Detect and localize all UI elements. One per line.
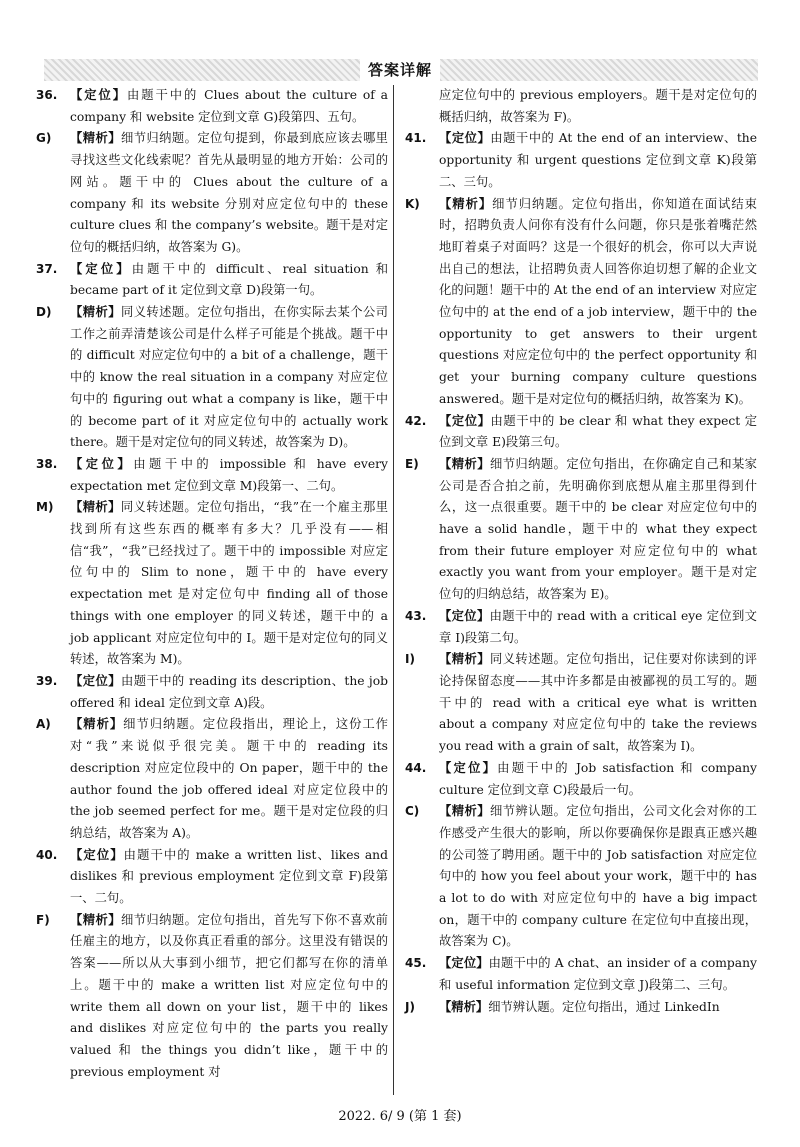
entry-tag: 【定位】 bbox=[70, 673, 121, 688]
answer-entry bbox=[405, 411, 757, 454]
entry-text: 同义转述题。定位句指出，记住要对你读到的评论持保留态度——其中许多都是由被鄙视的员工写的。题干中的 read with a critical eye what is written about a company 对应定位句中的 take the reviews you read with a grain of salt，故答案为 I)。 bbox=[439, 652, 757, 754]
entry-body bbox=[70, 845, 388, 910]
entry-tag: 【精析】 bbox=[439, 196, 493, 211]
entry-body bbox=[70, 85, 388, 128]
entry-text: 由题干中的 read with a critical eye 定位到文章 I)段第二句。 bbox=[439, 608, 757, 645]
answer-entry bbox=[36, 128, 388, 258]
answer-entry bbox=[405, 801, 757, 953]
entry-tag: 【精析】 bbox=[439, 999, 489, 1014]
entry-tag: 【精析】 bbox=[70, 131, 121, 146]
answer-entry bbox=[36, 497, 388, 671]
entry-text: 细节辨认题。定位句指出，通过 LinkedIn bbox=[488, 999, 720, 1014]
entry-text: 应定位句中的 previous employers。题干是对定位句的概括归纳，故答案为 F)。 bbox=[439, 88, 757, 124]
entry-text: 细节归纳题。定位句指出，你知道在面试结束时，招聘负责人问你有没有什么问题，你只是张着嘴茫然地盯着桌子对面吗？这是一个很好的机会，你可以大声说出自己的想法，让招聘负责人回答你迫切想了解的企业文化的问题！题干中的 At the end of an interview 对应定位句中的 at the end of a job interview，题干中的 the opportunity to get answers to their urgent questions 对应定位句中的 the perfect opportunity 和 get your burning company culture questions answered。题干是对定位句的概括归纳，故答案为 K)。 bbox=[439, 196, 757, 406]
entry-tag: 【定位】 bbox=[439, 760, 498, 775]
entry-text: 由题干中的 make a written list、likes and dislikes 和 previous employment 定位到文章 F)段第一、二句。 bbox=[70, 847, 388, 906]
entry-tag: 【定位】 bbox=[70, 847, 124, 862]
entry-body bbox=[439, 953, 757, 996]
right-column bbox=[405, 85, 757, 1018]
entry-text: 同义转述题。定位句指出，“我”在一个雇主那里找到所有这些东西的概率有多大？几乎没有——相信“我”，“我”已经找过了。题干中的 impossible 对应定位句中的 Slim to none，题干中的 have every expectation met 是对定位句中 finding all of those things with one employer 的同义转述，题干中的 a job applicant 对应定位句中的 I。题干是对定位句的同义转述，故答案为 M)。 bbox=[70, 500, 388, 667]
entry-text: 由题干中的 be clear 和 what they expect 定位到文章 E)段第三句。 bbox=[439, 413, 757, 450]
entry-body bbox=[439, 411, 757, 454]
entry-label: D) bbox=[36, 305, 52, 320]
entry-label: 39. bbox=[36, 673, 58, 688]
entry-label: 40. bbox=[36, 847, 58, 862]
entry-label: 37. bbox=[36, 261, 58, 276]
entry-tag: 【精析】 bbox=[70, 305, 121, 320]
entry-text: 细节归纳题。定位句指出，在你确定自己和某家公司是否合拍之前，先明确你到底想从雇主那里得到什么，这一点很重要。题干中的 be clear 对应定位句中的 have a solid handle，题干中的 what they expect from their future employer 对应定位句中的 what exactly you want from your employer。题干是对定位句的归纳总结，故答案为 E)。 bbox=[439, 456, 757, 602]
entry-label: 36. bbox=[36, 88, 58, 102]
entry-label: C) bbox=[405, 804, 420, 819]
entry-body bbox=[439, 454, 757, 606]
answer-entry bbox=[405, 606, 757, 649]
answer-entry bbox=[405, 997, 757, 1019]
entry-tag: 【精析】 bbox=[70, 500, 121, 515]
entry-body bbox=[70, 302, 388, 454]
entry-body bbox=[70, 910, 388, 1084]
entry-label: A) bbox=[36, 717, 51, 732]
entry-tag: 【精析】 bbox=[439, 456, 490, 471]
answer-entry bbox=[405, 758, 757, 801]
entry-text: 由题干中的 difficult、real situation 和 became part of it 定位到文章 D)段第一句。 bbox=[70, 261, 388, 298]
entry-text: 细节辨认题。定位句指出，公司文化会对你的工作感受产生很大的影响，所以你要确保你是跟真正感兴趣的公司签了聘用函。题干中的 Job satisfaction 对应定位句中的 how you feel about your work，题干中的 has a lot to do with 对应定位句中的 have a big impact on，题干中的 company culture 在定位句中直接出现，故答案为 C)。 bbox=[439, 804, 757, 949]
entry-tag: 【定位】 bbox=[439, 956, 489, 971]
entry-text: 同义转述题。定位句指出，在你实际去某个公司工作之前弄清楚该公司是什么样子可能是个挑战。题干中的 difficult 对应定位句中的 a bit of a challenge，题干中的 know the real situation in a company 对应定位句中的 figuring out what a company is like，题干中的 become part of it 对应定位句中的 actually work there。题干是对定位句的同义转述，故答案为 D)。 bbox=[70, 305, 388, 450]
entry-tag: 【定位】 bbox=[70, 261, 132, 276]
entry-body bbox=[70, 714, 388, 844]
column-divider bbox=[393, 85, 394, 1095]
answer-entry bbox=[36, 302, 388, 454]
entry-body bbox=[439, 194, 757, 411]
answer-entry bbox=[36, 910, 388, 1084]
entry-body bbox=[439, 758, 757, 801]
answer-entry bbox=[36, 259, 388, 302]
entry-label: M) bbox=[36, 500, 54, 515]
entry-label: 43. bbox=[405, 608, 427, 623]
entry-body bbox=[439, 606, 757, 649]
entry-text: 由题干中的 A chat、an insider of a company 和 useful information 定位到文章 J)段第二、三句。 bbox=[439, 956, 757, 992]
answer-entry bbox=[36, 85, 388, 128]
entry-tag: 【定位】 bbox=[439, 413, 491, 428]
entry-text: 由题干中的 At the end of an interview、the opportunity 和 urgent questions 定位到文章 K)段第二、三句。 bbox=[439, 131, 757, 189]
entry-body bbox=[439, 85, 757, 128]
entry-body bbox=[70, 671, 388, 714]
page-header-title: 答案详解 bbox=[360, 58, 440, 82]
answer-entry bbox=[405, 85, 757, 128]
entry-body bbox=[70, 454, 388, 497]
entry-body bbox=[439, 128, 757, 193]
entry-label: 45. bbox=[405, 956, 427, 971]
entry-label: 38. bbox=[36, 456, 58, 471]
entry-label: G) bbox=[36, 131, 52, 146]
page-footer: 2022. 6/ 9 (第 1 套) bbox=[338, 1109, 462, 1124]
entry-tag: 【精析】 bbox=[439, 652, 490, 667]
entry-text: 由题干中的 reading its description、the job offered 和 ideal 定位到文章 A)段。 bbox=[70, 673, 388, 710]
entry-label: K) bbox=[405, 196, 420, 211]
answer-entry bbox=[405, 649, 757, 758]
answer-entry bbox=[36, 671, 388, 714]
answer-entry bbox=[405, 454, 757, 606]
entry-text: 细节归纳题。定位句提到，你最到底应该去哪里寻找这些文化线索呢？首先从最明显的地方开始：公司的网站。题干中的 Clues about the culture of a company 和 its website 分别对应定位句中的 these culture clues 和 the company’s website。题干是对定位句的概括归纳，故答案为 G)。 bbox=[70, 131, 388, 254]
entry-label: F) bbox=[36, 912, 50, 927]
entry-label: E) bbox=[405, 456, 419, 471]
entry-tag: 【定位】 bbox=[70, 88, 128, 102]
answer-entry bbox=[36, 845, 388, 910]
entry-tag: 【定位】 bbox=[70, 456, 134, 471]
entry-label bbox=[405, 85, 439, 128]
entry-tag: 【定位】 bbox=[439, 131, 491, 146]
entry-body bbox=[70, 259, 388, 302]
entry-label: 42. bbox=[405, 413, 427, 428]
entry-tag: 【精析】 bbox=[439, 804, 490, 819]
entry-label: 41. bbox=[405, 131, 427, 146]
entry-body bbox=[70, 497, 388, 671]
entry-text: 细节归纳题。定位句指出，首先写下你不喜欢前任雇主的地方，以及你真正看重的部分。这里没有错误的答案——所以从大事到小细节，把它们都写在你的清单上。题干中的 make a written list 对应定位句中的 write them all down on your list，题干中的 likes and dislikes 对应定位句中的 the parts you really valued 和 the things you didn’t like，题干中的 previous employment 对 bbox=[70, 912, 388, 1079]
entry-label: 44. bbox=[405, 760, 427, 775]
entry-label: I) bbox=[405, 652, 415, 667]
left-column bbox=[36, 85, 388, 1083]
answer-entry bbox=[36, 454, 388, 497]
entry-label: J) bbox=[405, 999, 415, 1014]
entry-body bbox=[439, 649, 757, 758]
answer-entry bbox=[405, 194, 757, 411]
entry-text: 由题干中的 Job satisfaction 和 company culture 定位到文章 C)段最后一句。 bbox=[439, 760, 757, 797]
answer-entry bbox=[405, 953, 757, 996]
answer-entry bbox=[36, 714, 388, 844]
entry-text: 细节归纳题。定位段指出，理论上，这份工作对“我”来说似乎很完美。题干中的 reading its description 对应定位段中的 On paper，题干中的 the author found the job offered ideal 对应定位段中的 the job seemed perfect for me。题干是对定位段的归纳总结，故答案为 A)。 bbox=[70, 717, 388, 840]
entry-body bbox=[439, 997, 757, 1019]
entry-body bbox=[439, 801, 757, 953]
answer-entry bbox=[405, 128, 757, 193]
entry-tag: 【精析】 bbox=[70, 912, 121, 927]
entry-text: 由题干中的 impossible 和 have every expectation met 定位到文章 M)段第一、二句。 bbox=[70, 456, 388, 493]
entry-tag: 【定位】 bbox=[439, 608, 490, 623]
entry-tag: 【精析】 bbox=[70, 717, 124, 732]
entry-text: 由题干中的 Clues about the culture of a company 和 website 定位到文章 G)段第四、五句。 bbox=[70, 88, 388, 124]
entry-body bbox=[70, 128, 388, 258]
